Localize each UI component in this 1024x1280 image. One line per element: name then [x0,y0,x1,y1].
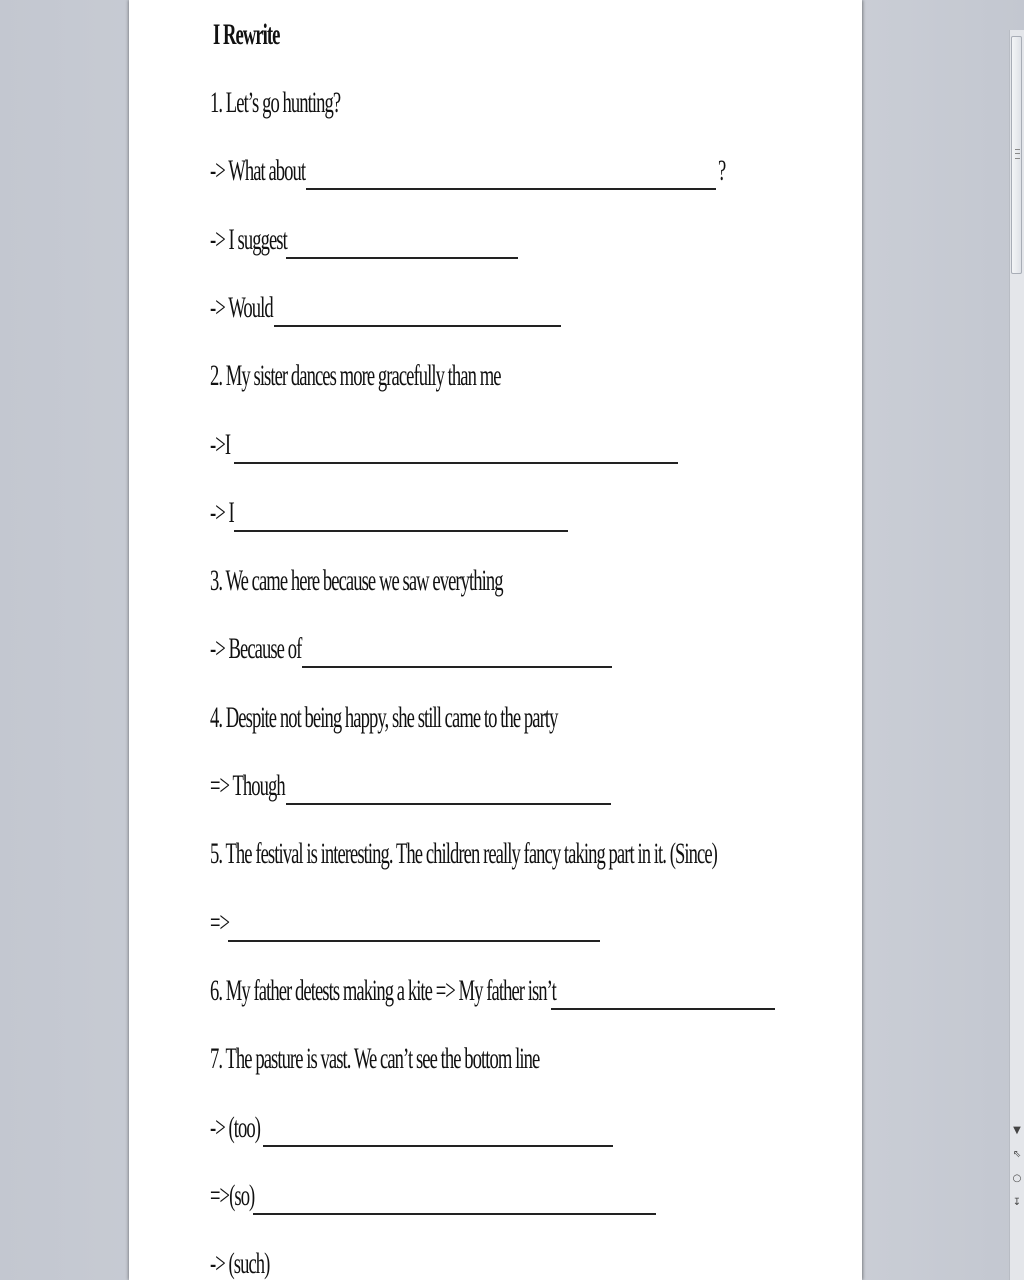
answer-blank[interactable] [253,1213,656,1215]
question-mark [718,154,730,188]
scroll-thumb[interactable] [1011,36,1022,274]
exercise-line [210,701,770,735]
document-page[interactable] [129,0,862,1280]
exercise-line [210,1179,282,1213]
exercise-line [210,359,679,393]
exercise-line-text: -> Would [210,291,273,324]
exercise-line [210,906,241,940]
exercise-line [210,86,420,120]
answer-blank[interactable] [234,530,568,532]
answer-blank[interactable] [263,1145,613,1147]
answer-blank[interactable] [274,325,561,327]
select-browse-object-icon[interactable]: ○ [1012,1173,1022,1184]
exercise-line-text: -> What about [210,154,306,187]
exercise-line-text: 5. The festival is interesting. The children really fancy taking part in it. (Since) [210,837,717,870]
exercise-line [210,837,1024,871]
exercise-line-text: -> I suggest [210,223,287,256]
exercise-line-text: 3. We came here because we saw everything [210,564,503,597]
thumb-grip-icon [1015,149,1020,159]
question-mark-text: ? [718,154,726,187]
next-page-icon[interactable]: ↧ [1012,1197,1022,1208]
exercise-line [210,1247,306,1280]
exercise-line [210,769,331,803]
exercise-line [210,496,248,530]
previous-page-icon[interactable]: ⇖ [1012,1149,1022,1160]
answer-blank[interactable] [234,462,678,464]
exercise-line [210,291,311,325]
exercise-line [210,632,357,666]
scroll-down-arrow-icon[interactable]: ▼ [1013,1125,1021,1136]
exercise-line [210,154,363,188]
exercise-line [210,1111,291,1145]
exercise-line-text: -> (such) [210,1247,270,1280]
exercise-line-text: 6. My father detests making a kite => My father isn’t [210,974,556,1007]
exercise-line [210,1042,741,1076]
exercise-line [210,428,242,462]
answer-blank[interactable] [286,803,611,805]
exercise-line-text: ->I [210,428,231,461]
exercise-line-text: 4. Despite not being happy, she still came to the party [210,701,558,734]
answer-blank[interactable] [286,257,518,259]
exercise-line-text: -> Because of [210,632,302,665]
vertical-scrollbar[interactable] [1009,30,1024,1280]
exercise-line-text: => Though [210,769,285,802]
exercise-line [210,974,768,1008]
exercise-line-text: -> I [210,496,234,529]
section-heading [213,18,320,52]
answer-blank[interactable] [228,940,600,942]
answer-blank[interactable] [302,666,612,668]
exercise-line-text: =>(so) [210,1179,255,1212]
exercise-line-text: => [210,906,230,939]
exercise-line [210,564,682,598]
exercise-line-text: 7. The pasture is vast. We can’t see the bottom line [210,1042,540,1075]
exercise-line-text: 1. Let’s go hunting? [210,86,341,119]
answer-blank[interactable] [306,188,716,190]
exercise-line [210,223,334,257]
exercise-line-text: 2. My sister dances more gracefully than me [210,359,501,392]
answer-blank[interactable] [551,1008,775,1010]
exercise-line-text: -> (too) [210,1111,261,1144]
section-heading-text: I Rewrite [213,18,280,51]
